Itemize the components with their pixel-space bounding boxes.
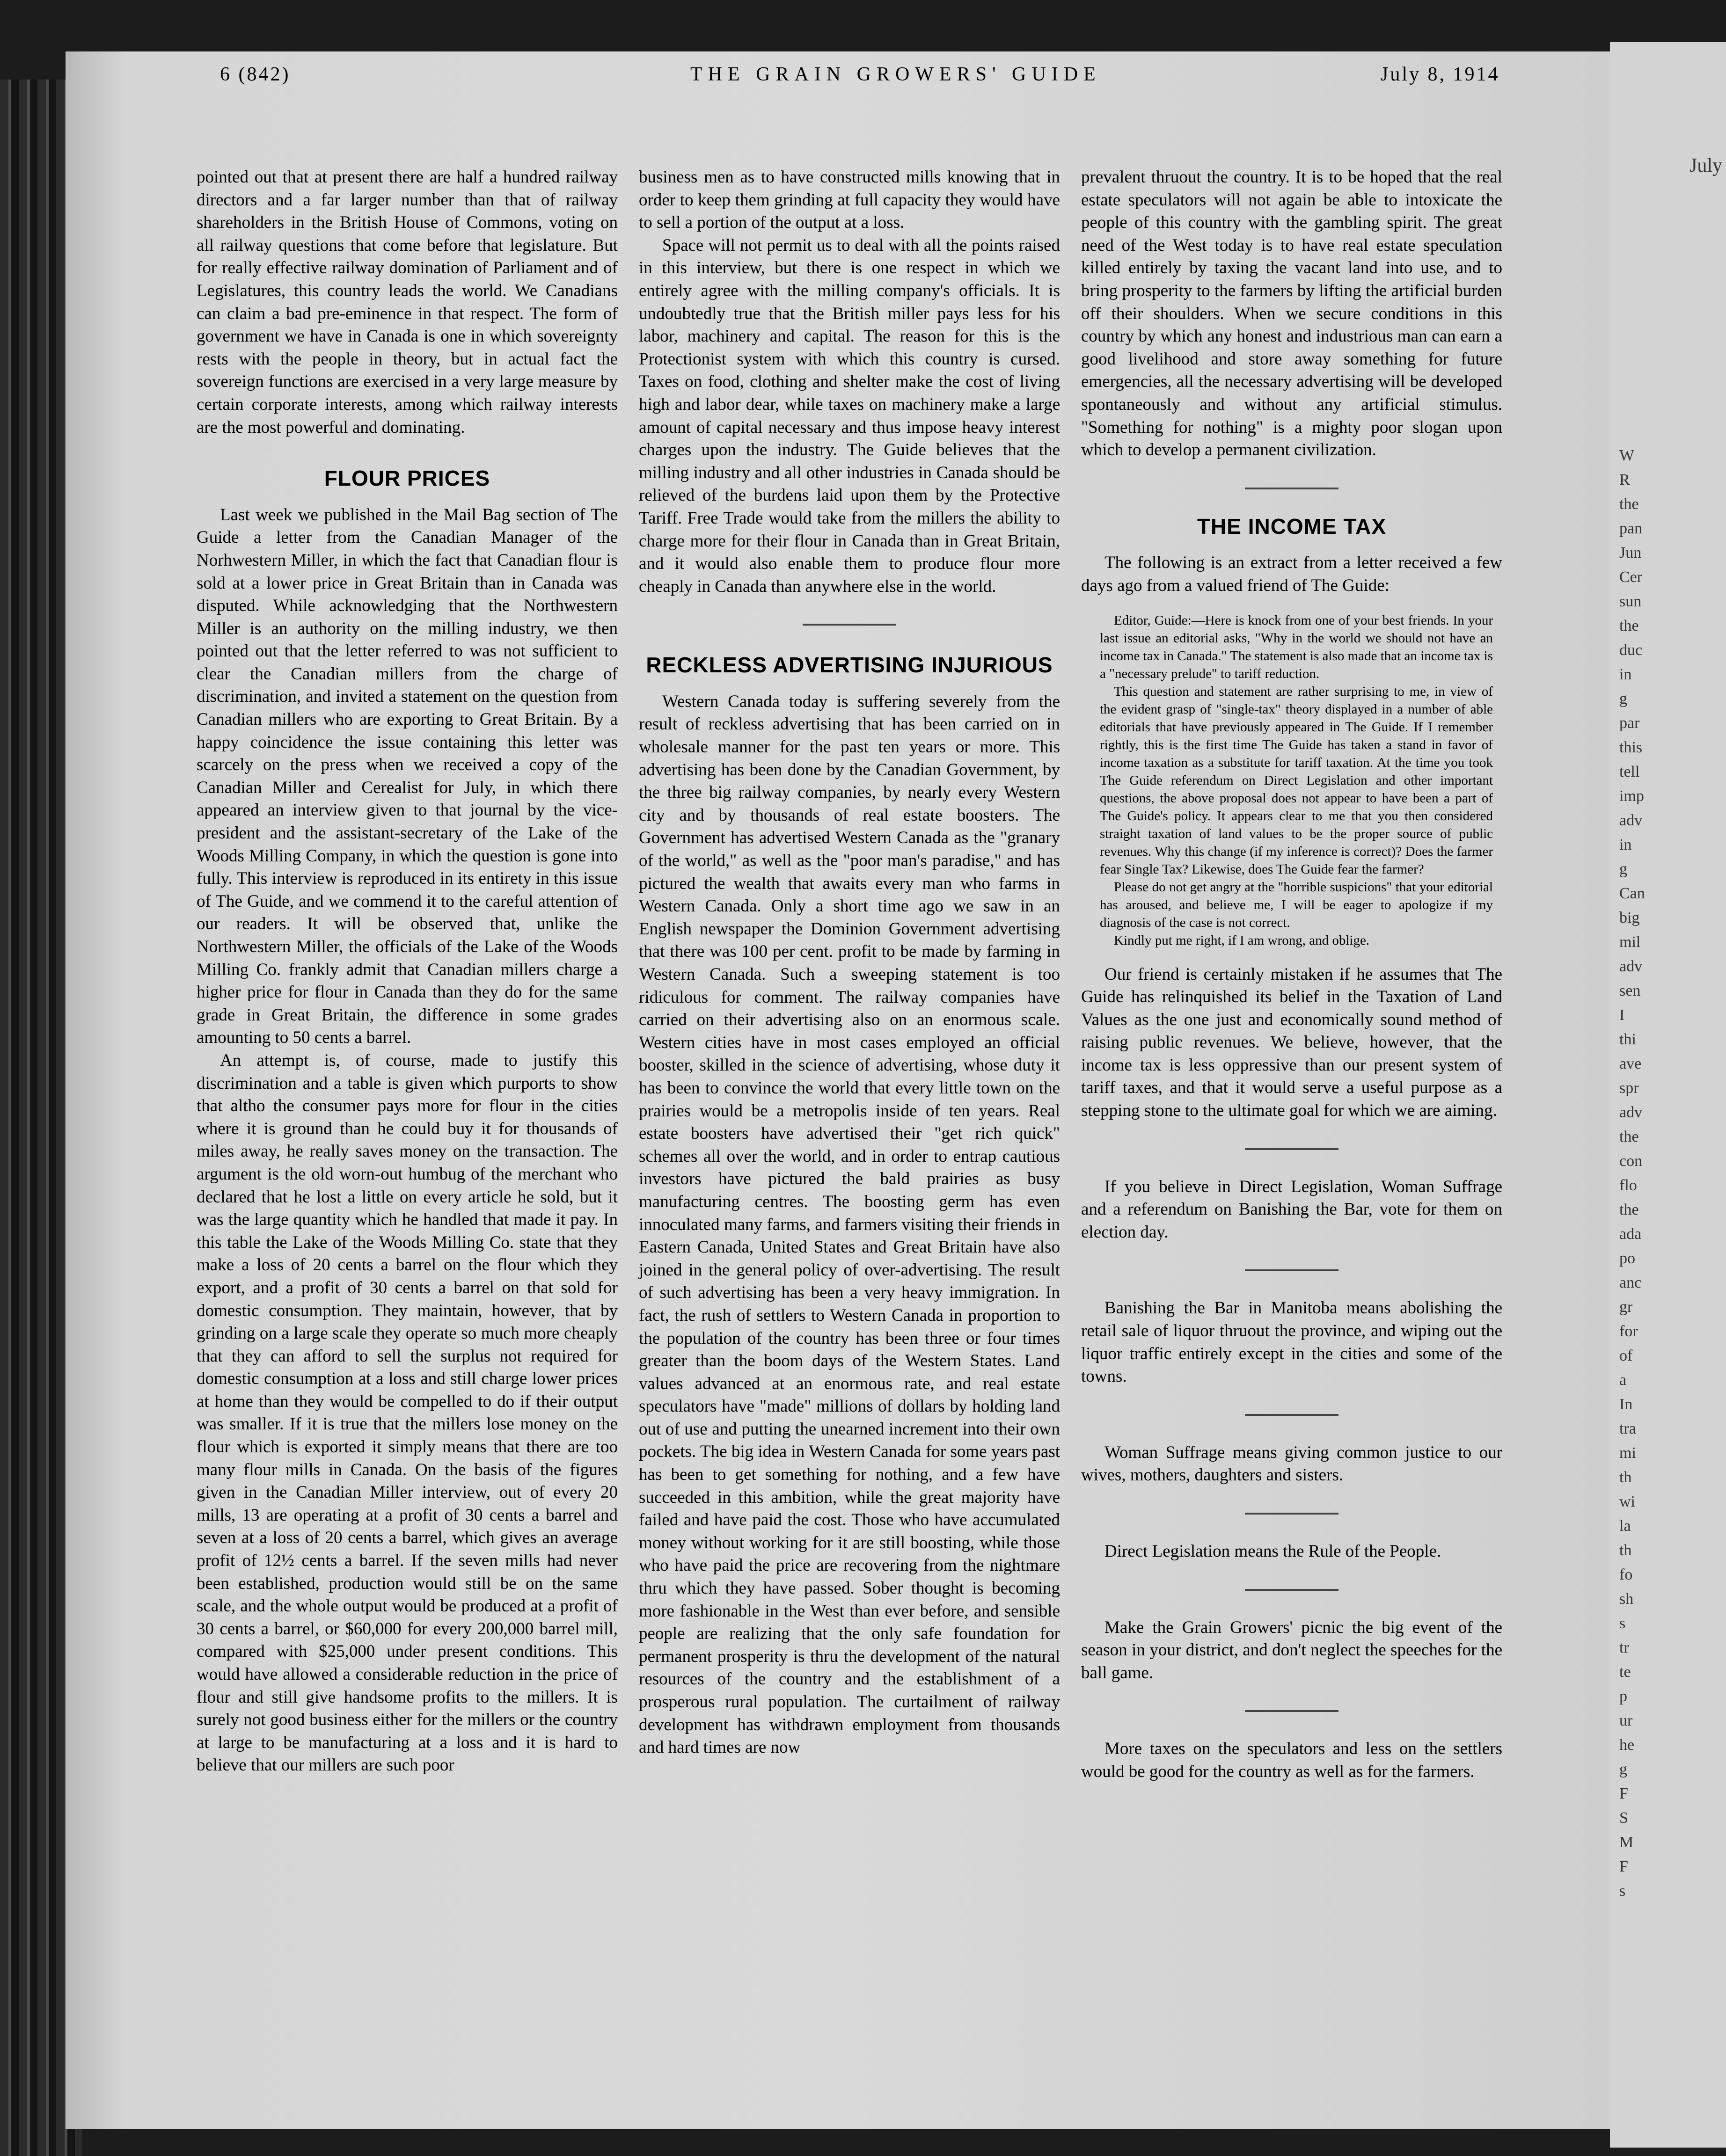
edge-fragment: I [1619,1006,1625,1024]
section-divider [1245,488,1338,489]
edge-fragment: of [1619,1347,1633,1364]
edge-fragment: this [1619,739,1643,756]
edge-fragment: po [1619,1250,1635,1267]
flour-prices-heading: FLOUR PRICES [324,466,490,491]
edge-fragment: the [1619,1201,1639,1218]
reckless-continued-paragraph: prevalent thruout the country. It is to be hoped that the real estate speculators will not again be able to intoxicate the people of this country with the gambling spirit. The great need of the West today is to have real estate speculation killed entirely by taxing the vacant land into use, and to bring prosperity to the farmers by lifting the artificial burden off their shoulders. When we secure conditions in this country by which any honest and industrious man can earn a good livelihood and store away something for future emergencies, all the necessary advertising will be developed spontaneously and without any artificial stimulus. "Something for nothing" is a mighty poor slogan upon which to develop a permanent civilization. [1081,168,1502,460]
flour-paragraph-2: An attempt is, of course, made to justify this discrimination and a table is given which purports to show that altho the consumer pays more for flour in the cities where it is ground than he could buy it for thousands of miles away, he really saves money on the transaction. The argument is the old worn-out humbug of the merchant who declared that he lost a little on every article he sold, but it was the large quantity which he handled that made it pay. In this table the Lake of the Woods Milling Co. state that they make a loss of 20 cents a barrel on the flour which they export, and a profit of 30 cents a barrel on that sold for domestic consumption. They maintain, however, that by grinding on a large scale they operate so much more cheaply that they can afford to sell the surplus not required for domestic consumption at a loss and still charge lower prices at home than they would be compelled to do if their output was smaller. If it is true that the millers lose money on the flour which is exported it simply means that there are too many flour mills in Canada. On the basis of the figures given in the Canadian Miller interview, out of every 20 mills, 13 are operating at a profit of 30 cents a barrel and seven at a loss of 20 cents a barrel, which gives an average profit of 12½ cents a barrel. If the seven mills had never been established, production would still be on the same scale, and the whole output would be produced at a profit of 30 cents a barrel, or $60,000 for every 200,000 barrel mill, compared with $25,000 under present conditions. This would have allowed a considerable reduction in the price of flour and still give handsome profits to the millers. It is surely not good business either for the millers or the country at large to be manufacturing at a loss and it is hard to believe that our millers are such poor [197,1050,618,1775]
edge-fragment: big [1619,909,1640,926]
edge-fragment: Jun [1619,544,1642,561]
edge-fragment: F [1619,1858,1628,1875]
edge-fragment: for [1619,1323,1638,1340]
edge-fragment: F [1619,1785,1628,1802]
letter-paragraph-4: Kindly put me right, if I am wrong, and oblige. [1114,932,1370,948]
edge-fragment: p [1619,1688,1627,1705]
income-tax-intro: The following is an extract from a letter received a few days ago from a valued friend of The Guide: [1081,553,1502,595]
edge-fragment: in [1619,836,1632,853]
income-tax-heading: THE INCOME TAX [1197,514,1387,539]
editorial-note-1: If you believe in Direct Legislation, Woman Suffrage and a referendum on Banishing the Bar, vote for them on election day. [1081,1177,1502,1242]
editorial-note-6: More taxes on the speculators and less on the settlers would be good for the country as well as for the farmers. [1081,1739,1502,1781]
railway-continued-paragraph: pointed out that at present there are half a hundred railway directors and a far larger number than that of railway shareholders in the British House of Commons, voting on all railway questions that come before that legislature. But for really effective railway domination of Parliament and of Legislatures, this country leads the world. We Canadians can claim a bad pre-eminence in that respect. The form of government we have in Canada is one in which sovereignty rests with the people in theory, but in actual fact the sovereign functions are exercised in a very large measure by certain corporate interests, among which railway interests are the most powerful and dominating. [197,168,618,437]
edge-fragment: th [1619,1469,1632,1486]
note-divider [1245,1148,1338,1150]
edge-fragment: gr [1619,1298,1633,1316]
column-2 [639,166,1060,1759]
edge-fragment: M [1619,1834,1634,1851]
edge-fragment: g [1619,860,1627,878]
letter-paragraph-3: Please do not get angry at the "horrible suspicions" that your editorial has aroused, and believe me, I will be eager to apologize if my diagnosis of the case is not correct. [1100,879,1493,930]
edge-fragment: adv [1619,812,1643,829]
edge-fragment: adv [1619,958,1643,975]
reckless-paragraph-1: Western Canada today is suffering severely from the result of reckless advertising that has been carried on in wholesale manner for the past ten years or more. This advertising has been done by the Canadian Government, by the three big railway companies, by nearly every Western city and by thousands of real estate boosters. The Government has advertised Western Canada as the "granary of the world," as well as the "poor man's paradise," and has pictured the wealth that awaits every man who farms in Western Canada. Only a short time ago we saw in an English newspaper the Dominion Government advertising that there was 100 per cent. profit to be made by farming in Western Canada. Such a sweeping statement is too ridiculous for comment. The railway companies have carried on their advertising also on an enormous scale. Western cities have in most cases employed an official booster, skilled in the science of advertising, whose duty it has been to convince the world that every little town on the prairies would be a metropolis inside of ten years. Real estate boosters have advertised their "get rich quick" schemes all over the world, and in order to entrap cautious investors have pictured the bald prairies as busy manufacturing centres. The boosting germ has even innoculated many farms, and farmers visiting their friends in Eastern Canada, United States and Great Britain have also joined in the general policy of over-advertising. The result of such advertising has been a very heavy immigration. In fact, the rush of settlers to Western Canada in proportion to the population of the country has been three or four times greater than the boom days of the Western States. Land values advanced at an enormous rate, and real estate speculators have "made" millions of dollars by holding land out of use and putting the unearned increment into their own pockets. The big idea in Western Canada for some years past has been to get something for nothing, and a few have succeeded in this ambition, while the great majority have failed and have paid the cost. Those who have accumulated money without working for it are still boosting, while those who have paid the price are recovering from the nightmare thru which they have passed. Sober thought is becoming more fashionable in the West than ever before, and sensible people are realizing that the only safe foundation for permanent prosperity is thru the development of the natural resources of the country and the establishment of a prosperous rural population. The curtailment of railway development has withdrawn employment from thousands and hard times are now [639,692,1060,1757]
edge-fragment: adv [1619,1104,1643,1121]
edge-fragment: Can [1619,885,1645,902]
note-divider [1245,1513,1338,1515]
publication-title: THE GRAIN GROWERS' GUIDE [690,64,1101,85]
flour-continued-paragraph: business men as to have constructed mills knowing that in order to keep them grinding at full capacity they would have to sell a portion of the output at a loss. [639,168,1060,233]
edge-fragment: a [1619,1371,1627,1389]
note-divider [1245,1589,1338,1591]
edge-fragment: W [1619,447,1635,464]
edge-fragment: S [1619,1809,1628,1827]
edge-fragment: ur [1619,1712,1633,1729]
edge-fragment: mil [1619,933,1641,951]
edge-fragment: th [1619,1542,1632,1559]
note-divider [1245,1710,1338,1712]
column-1 [197,166,618,1777]
edge-fragment: the [1619,1128,1639,1145]
edge-fragment: the [1619,495,1639,513]
edge-fragment: flo [1619,1177,1637,1194]
edge-fragment: ave [1619,1055,1642,1072]
adjacent-page-edge [1610,42,1726,2148]
adjacent-page-header: July [1689,155,1723,176]
edge-fragment: s [1619,1615,1626,1632]
letter-paragraph-1: Editor, Guide:—Here is knock from one of your best friends. In your last issue an editorial asks, "Why in the world we should not have an income tax in Canada." The statement is also made that an income tax is a "necessary prelude" to tariff reduction. [1100,612,1493,681]
section-divider [803,624,896,626]
edge-fragment: g [1619,1761,1627,1778]
edge-fragment: the [1619,617,1639,634]
edge-fragment: sh [1619,1590,1634,1608]
edge-fragment: tell [1619,763,1640,780]
edge-fragment: ada [1619,1225,1642,1243]
edge-fragment: fo [1619,1566,1633,1583]
edge-fragment: anc [1619,1274,1642,1291]
note-divider [1245,1414,1338,1416]
edge-fragment: In [1619,1396,1633,1413]
running-head [154,63,1726,101]
edge-fragment: in [1619,666,1632,683]
edge-fragment: la [1619,1517,1631,1535]
reader-letter [1100,612,1493,949]
edge-fragment: imp [1619,787,1644,805]
edge-fragment: thi [1619,1031,1636,1048]
edge-fragment: spr [1619,1079,1639,1097]
edge-fragment: con [1619,1152,1643,1170]
edge-fragment: pan [1619,520,1643,537]
flour-paragraph-1: Last week we published in the Mail Bag section of The Guide a letter from the Canadian Manager of the Norhwestern Miller, in which the fact that Canadian flour is sold at a lower price in Great Britain than in Canada was disputed. While acknowledging that the Northwestern Miller is an authority on the milling industry, we then pointed out that the letter referred to was not sufficient to clear the Canadian millers from the charge of discrimination, and invited a statement on the question from Canadian millers who are exporting to Great Britain. By a happy coincidence the issue containing this letter was scarcely on the press when we received a copy of the Canadian Miller and Cerealist for July, in which there appeared an interview given to that journal by the vice-president and the assistant-secretary of the Lake of the Woods Milling Company, in which the question is gone into fully. This interview is reproduced in its entirety in this issue of The Guide, and we commend it to the careful attention of our readers. It will be observed that, unlike the Northwestern Miller, the officials of the Lake of the Woods Milling Co. frankly admit that Canadian millers charge a higher price for flour in Canada than they do for the same grade in Great Britain, the difference in some grades amounting to 50 cents a barrel. [197,505,618,1048]
edge-fragment: he [1619,1736,1635,1754]
editorial-note-5: Make the Grain Growers' picnic the big event of the season in your district, and don't neglect the speeches for the ball game. [1081,1617,1502,1683]
edge-fragment: s [1619,1882,1626,1900]
edge-fragment: tr [1619,1639,1629,1656]
issue-date: July 8, 1914 [1381,64,1500,85]
edge-fragment: R [1619,471,1630,488]
edge-fragment: g [1619,690,1627,707]
flour-paragraph-3: Space will not permit us to deal with all the points raised in this interview, but there is one respect in which we entirely agree with the milling company's officials. It is undoubtedly true that the British miller pays less for his labor, machinery and capital. The reason for this is the Protectionist system with which this country is cursed. Taxes on food, clothing and shelter make the cost of living high and labor dear, while taxes on machinery make a large amount of capital necessary and thus impose heavy interest charges upon the industry. The Guide believes that the milling industry and all other industries in Canada should be relieved of the burdens laid upon them by the Protective Tariff. Free Trade would take from the millers the ability to charge more for their flour in Canada than in Great Britain, and it would also enable them to produce flour more cheaply in Canada than anywhere else in the world. [639,235,1060,596]
edge-fragment: Cer [1619,568,1643,586]
edge-fragment: wi [1619,1493,1635,1510]
column-3 [1081,166,1502,1784]
letter-paragraph-2: This question and statement are rather surprising to me, in view of the evident grasp of "single-tax" theory displayed in a number of able editorials that have previously appeared in The Guide. If I remember rightly, this is the first time The Guide has taken a stand in favor of income taxation as a substitute for tariff taxation. At the time you took The Guide referendum on Direct Legislation and other important questions, the above proposal does not appear to have been a part of The Guide's policy. It appears clear to me that you then considered straight taxation of land values to be the proper source of public revenues. Why this change (if my inference is correct)? Does the farmer fear Single Tax? Likewise, does The Guide fear the farmer? [1100,684,1493,877]
edge-fragment: mi [1619,1444,1636,1462]
edge-fragment: par [1619,714,1640,732]
reckless-advertising-heading: RECKLESS ADVERTISING INJURIOUS [646,653,1053,677]
note-divider [1245,1269,1338,1271]
editorial-note-4: Direct Legislation means the Rule of the People. [1104,1542,1441,1561]
edge-fragment: sun [1619,593,1642,610]
edge-fragment: sen [1619,982,1641,999]
editorial-note-3: Woman Suffrage means giving common justice to our wives, mothers, daughters and sisters. [1081,1442,1502,1485]
editorial-note-2: Banishing the Bar in Manitoba means abolishing the retail sale of liquor thruout the province, and wiping out the liquor traffic entirely except in the cities and some of the towns. [1081,1298,1502,1386]
edge-fragment: duc [1619,641,1643,659]
income-tax-reply: Our friend is certainly mistaken if he assumes that The Guide has relinquished its belief in the Taxation of Land Values as the one just and economically sound method of raising public revenues. We believe, however, that the income tax is less oppressive than our present system of tariff taxes, and that it would serve a useful purpose as a stepping stone to the ultimate goal for which we are aiming. [1081,964,1502,1121]
page-number: 6 (842) [220,64,291,85]
edge-fragment: tra [1619,1420,1636,1437]
edge-fragment: te [1619,1663,1631,1681]
